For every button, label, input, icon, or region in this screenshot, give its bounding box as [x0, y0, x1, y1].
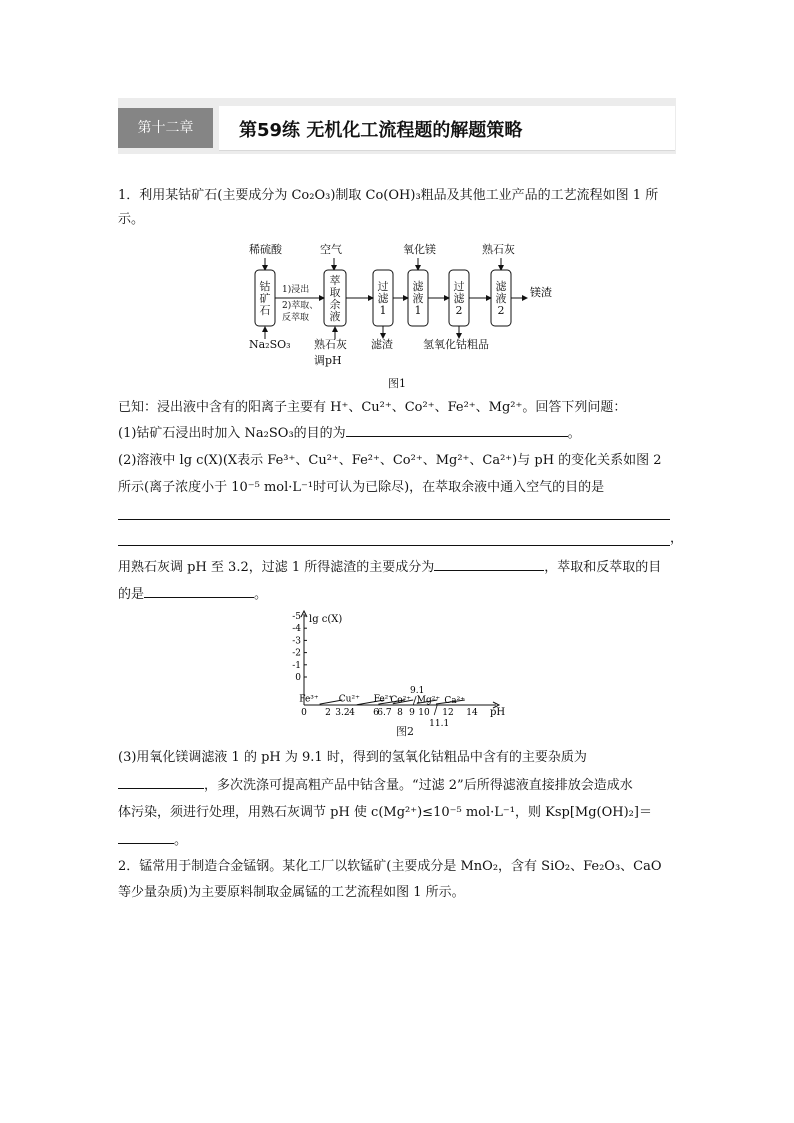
y-tick-label: -5	[292, 612, 301, 622]
q1-sub2-line3-text: 用熟石灰调 pH 至 3.2，过滤 1 所得滤渣的主要成分为	[118, 560, 435, 575]
y-axis-label: lg c(X)	[309, 614, 343, 625]
q1-line1: 1．利用某钴矿石(主要成分为 Co₂O₃)制取 Co(OH)₃粗品及其他工业产品的工艺流程如图 1 所	[118, 188, 659, 203]
adjust-ph-label: 调pH	[314, 354, 342, 367]
annot-11-1-leader	[434, 705, 437, 715]
annot-9-1: 9.1	[410, 686, 425, 696]
input-dilute-sulfuric-acid: 稀硫酸	[249, 243, 282, 256]
x-tick-label: 8	[397, 708, 403, 718]
q1-sub2-line3	[118, 558, 661, 577]
y-tick-label: -1	[292, 660, 301, 671]
input-slaked-lime-bottom: 熟石灰	[314, 338, 347, 351]
box-label-char: 滤	[377, 292, 389, 305]
q1-sub2-line2: 所示(离子浓度小于 10⁻⁵ mol·L⁻¹时可认为已除尽)，在萃取余液中通入空气的目的是	[118, 480, 605, 495]
x-tick-label: 3.2	[335, 708, 350, 718]
q2-line2: 等少量杂质)为主要原料制取金属锰的工艺流程如图 1 所示。	[118, 885, 465, 900]
output-residue: 滤渣	[371, 338, 393, 351]
q1-sub2-line1: (2)溶液中 lg c(X)(X表示 Fe³⁺、Cu²⁺、Fe²⁺、Co²⁺、Mg²⁺、Ca²⁺)与 pH 的变化关系如图 2	[118, 453, 662, 468]
box-label-char: 钴	[259, 280, 271, 293]
q1-sub2-line3-end: ，萃取和反萃取的目	[544, 560, 662, 575]
page-title: 第59练 无机化工流程题的解题策略	[239, 120, 523, 141]
q1-sub1-end: 。	[567, 426, 581, 441]
q1-line2: 示。	[118, 212, 145, 227]
q1-sub1	[118, 424, 581, 443]
box-label-char: 滤	[495, 280, 507, 293]
x-tick-label: 4	[349, 708, 355, 718]
x-axis-label: pH	[490, 707, 506, 718]
x-tick-label: 9	[409, 708, 415, 718]
box-label-char: 过	[453, 280, 465, 293]
y-tick-label: -4	[292, 624, 301, 635]
answer-blank-5[interactable]	[118, 776, 204, 789]
series-label: Fe²⁺	[373, 694, 394, 705]
box-label-char: 2	[497, 304, 505, 317]
x-tick-label: 14	[466, 708, 478, 718]
annot-11-1: 11.1	[429, 719, 450, 728]
flowchart-figure1	[240, 236, 560, 370]
output-crude-cobalt-hydroxide: 氢氧化钴粗品	[423, 338, 489, 351]
box-label-char: 萃	[329, 274, 341, 287]
series-label: Co²⁺	[390, 695, 412, 706]
output-magnesium-slag: 镁渣	[530, 286, 552, 299]
box-label-char: 余	[329, 298, 341, 311]
answer-blank-4[interactable]	[144, 585, 254, 598]
box-label-char: 滤	[412, 280, 424, 293]
box-label-char: 石	[259, 304, 271, 317]
x-tick-label: 0	[301, 708, 307, 718]
q1-sub3-line4	[118, 831, 187, 850]
step-back-extraction: 反萃取	[282, 313, 310, 323]
q1-sub3-line2	[118, 776, 633, 795]
q1-sub1-text: (1)钴矿石浸出时加入 Na₂SO₃的目的为	[118, 426, 346, 441]
box-label-char: 1	[379, 304, 387, 317]
box-label-char: 液	[412, 292, 424, 305]
answer-blank-1[interactable]	[346, 424, 568, 437]
box-label-char: 液	[495, 292, 507, 305]
q2-line1: 2．锰常用于制造合金锰钢。某化工厂以软锰矿(主要成分是 MnO₂，含有 SiO₂、Fe₂O₃、CaO	[118, 859, 662, 874]
chapter-tag: 第十二章	[118, 108, 213, 148]
box-label-char: 取	[329, 286, 341, 299]
box-label-char: 1	[414, 304, 422, 317]
annot-9-1-leader	[413, 696, 416, 705]
series-label: Ca²⁺	[444, 695, 466, 706]
x-tick-label: 12	[442, 708, 454, 718]
q1-known: 已知：浸出液中含有的阳离子主要有 H⁺、Cu²⁺、Co²⁺、Fe²⁺、Mg²⁺。回答下列问题：	[118, 400, 627, 415]
chart-axes	[292, 611, 505, 728]
q1-sub3-line1: (3)用氧化镁调滤液 1 的 pH 为 9.1 时，得到的氢氧化钴粗品中含有的主要杂质为	[118, 750, 587, 765]
input-sodium-sulfite: Na₂SO₃	[249, 338, 291, 351]
chart-series	[299, 695, 465, 706]
box-label-char: 过	[377, 280, 389, 293]
q1-sub2-line4-end: 。	[254, 587, 268, 602]
input-slaked-lime-top: 熟石灰	[482, 243, 515, 256]
answer-blank-3[interactable]	[434, 558, 544, 571]
q1-sub3-line2-text: ，多次洗涤可提高粗产品中钴含量。“过滤 2”后所得滤液直接排放会造成水	[204, 778, 633, 793]
x-tick-label: 6.7	[377, 708, 392, 718]
series-label: Mg²⁺	[416, 695, 441, 706]
box-label-char: 矿	[259, 292, 271, 305]
x-tick-label: 6	[373, 708, 379, 718]
answer-line-2b[interactable]	[118, 545, 670, 546]
box-label-char: 滤	[453, 292, 465, 305]
series-label: Fe³⁺	[299, 694, 319, 705]
series-label: Cu²⁺	[338, 694, 360, 705]
y-tick-label: -3	[292, 636, 301, 647]
y-tick-label: 0	[295, 673, 301, 683]
q1-sub3-line3: 体污染，须进行处理，用熟石灰调节 pH 使 c(Mg²⁺)≤10⁻⁵ mol·L⁻¹，则 Ksp[Mg(OH)₂]＝	[118, 805, 652, 820]
box-label-char: 液	[329, 310, 341, 323]
chart-figure2	[286, 608, 526, 728]
q1-sub2-line4	[118, 585, 267, 604]
figure2-caption: 图2	[396, 725, 414, 738]
answer-line-2a[interactable]	[118, 519, 670, 520]
step-extraction: 2)萃取、	[282, 301, 319, 311]
box-label-char: 2	[455, 304, 463, 317]
step-leaching: 1)浸出	[282, 285, 310, 295]
x-tick-label: 2	[325, 708, 331, 718]
q1-sub2-comma: ，	[670, 531, 684, 546]
x-tick-label: 10	[418, 708, 430, 718]
y-tick-label: -2	[292, 648, 301, 659]
answer-blank-6[interactable]	[118, 831, 174, 844]
input-magnesium-oxide: 氧化镁	[403, 243, 436, 256]
figure1-caption: 图1	[388, 377, 406, 390]
q1-sub3-line4-end: 。	[174, 833, 188, 848]
input-air: 空气	[320, 243, 342, 256]
q1-sub2-line4-text: 的是	[118, 587, 145, 602]
